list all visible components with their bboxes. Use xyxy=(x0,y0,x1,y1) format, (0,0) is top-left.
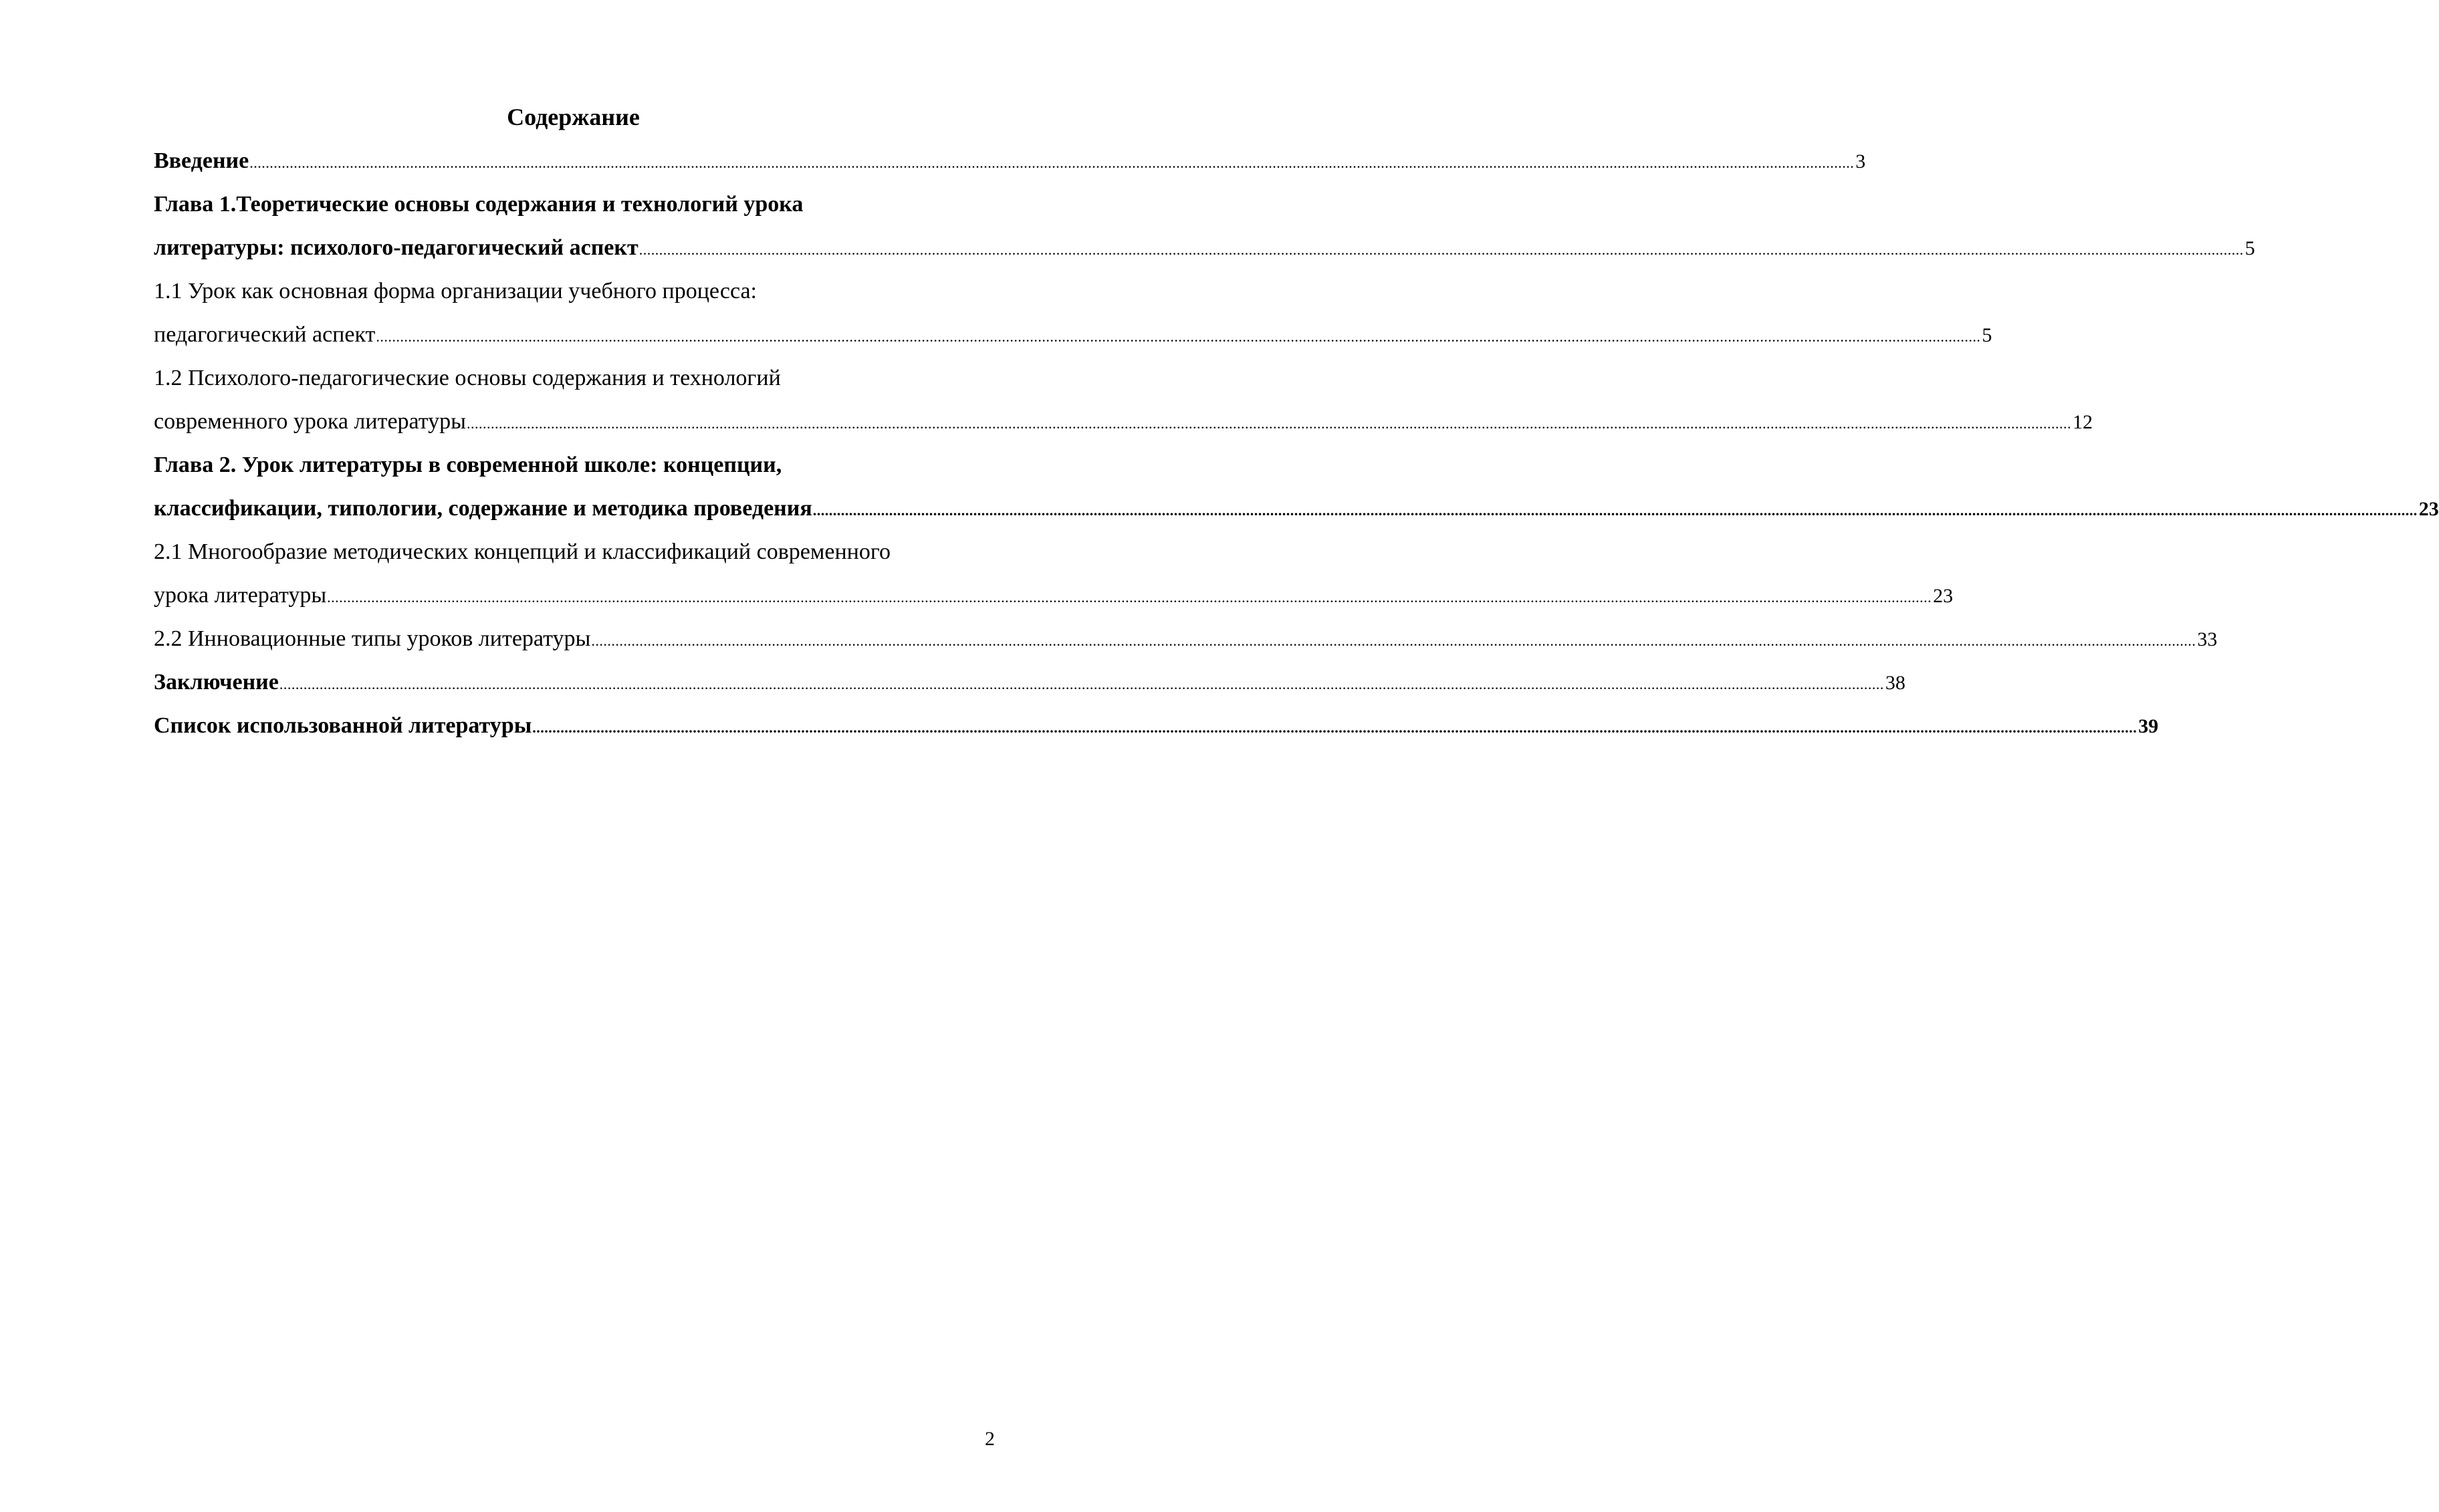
toc-dot-leader: ................................................................................................................................................................................................................................................................................................................................................................................................................ xyxy=(638,241,2244,258)
toc-page-number: 33 xyxy=(2197,628,2218,650)
page-number: 2 xyxy=(985,1428,995,1450)
toc-dot-leader: ................................................................................................................................................................................................................................................................................................................................................................................................................ xyxy=(327,589,1932,606)
toc-entry-text: 1.1 Урок как основная форма организации учебного процесса: xyxy=(154,279,757,303)
toc-entry-line xyxy=(154,617,2218,660)
toc-entry-text: Список использованной литературы xyxy=(154,713,532,738)
toc-entry-line xyxy=(154,704,2159,747)
toc-page-number: 5 xyxy=(2244,237,2255,259)
toc-entry-text: 1.2 Психолого-педагогические основы содержания и технологий xyxy=(154,366,781,390)
toc-entry-line xyxy=(154,139,1866,182)
toc-entry-line xyxy=(154,269,994,313)
toc-entry-text: литературы: психолого-педагогический аспект xyxy=(154,235,638,260)
toc-entry-line xyxy=(154,182,994,226)
toc-dot-leader: ................................................................................................................................................................................................................................................................................................................................................................................................................ xyxy=(249,154,1855,171)
toc-page-number: 5 xyxy=(1982,324,1992,346)
toc-dot-leader: ................................................................................................................................................................................................................................................................................................................................................................................................................ xyxy=(812,502,2418,519)
toc-entry xyxy=(154,269,1992,356)
toc-page-number: 23 xyxy=(2418,498,2439,520)
toc-entry xyxy=(154,530,1954,617)
toc-entry-text: Введение xyxy=(154,148,249,173)
toc-page-number: 23 xyxy=(1933,585,1954,607)
toc-page-number: 3 xyxy=(1855,150,1866,172)
toc-entry-line xyxy=(154,226,2255,269)
toc-entry-text: классификации, типологии, содержание и методика проведения xyxy=(154,496,812,521)
toc-entry xyxy=(154,617,2218,660)
toc-entry-line xyxy=(154,487,2439,530)
toc-page-number: 38 xyxy=(1885,672,1905,694)
toc-dot-leader: ................................................................................................................................................................................................................................................................................................................................................................................................................ xyxy=(532,719,2137,736)
toc-entry-line xyxy=(154,356,994,400)
toc-entry xyxy=(154,182,2255,269)
toc-page-number: 12 xyxy=(2073,411,2093,433)
toc-dot-leader: ................................................................................................................................................................................................................................................................................................................................................................................................................ xyxy=(279,676,1884,692)
toc-dot-leader: ................................................................................................................................................................................................................................................................................................................................................................................................................ xyxy=(591,632,2196,649)
toc-entry-line xyxy=(154,313,1992,356)
toc-entry-text: педагогический аспект xyxy=(154,322,376,347)
table-of-contents xyxy=(154,139,2439,747)
toc-entry-text: Глава 2. Урок литературы в современной школе: концепции, xyxy=(154,453,782,477)
toc-entry xyxy=(154,704,2159,747)
toc-entry-line xyxy=(154,660,1905,704)
toc-entry-line xyxy=(154,574,1954,617)
toc-entry-text: Глава 1.Теоретические основы содержания и технологий урока xyxy=(154,192,804,217)
toc-title: Содержание xyxy=(507,104,640,130)
toc-entry-text: 2.2 Инновационные типы уроков литературы xyxy=(154,626,591,651)
toc-entry xyxy=(154,443,2439,530)
toc-page-number: 39 xyxy=(2138,715,2159,737)
toc-dot-leader: ................................................................................................................................................................................................................................................................................................................................................................................................................ xyxy=(467,415,2072,432)
toc-entry-text: 2.1 Многообразие методических концепций и классификаций современного xyxy=(154,539,891,564)
toc-entry-text: Заключение xyxy=(154,670,279,695)
toc-entry xyxy=(154,660,1905,704)
toc-entry-line xyxy=(154,443,994,487)
toc-dot-leader: ................................................................................................................................................................................................................................................................................................................................................................................................................ xyxy=(376,328,1981,345)
toc-entry-line xyxy=(154,530,994,574)
toc-entry xyxy=(154,139,1866,182)
toc-entry-text: современного урока литературы xyxy=(154,409,467,434)
toc-entry-line xyxy=(154,400,2093,443)
toc-entry xyxy=(154,356,2093,443)
toc-entry-text: урока литературы xyxy=(154,583,327,608)
